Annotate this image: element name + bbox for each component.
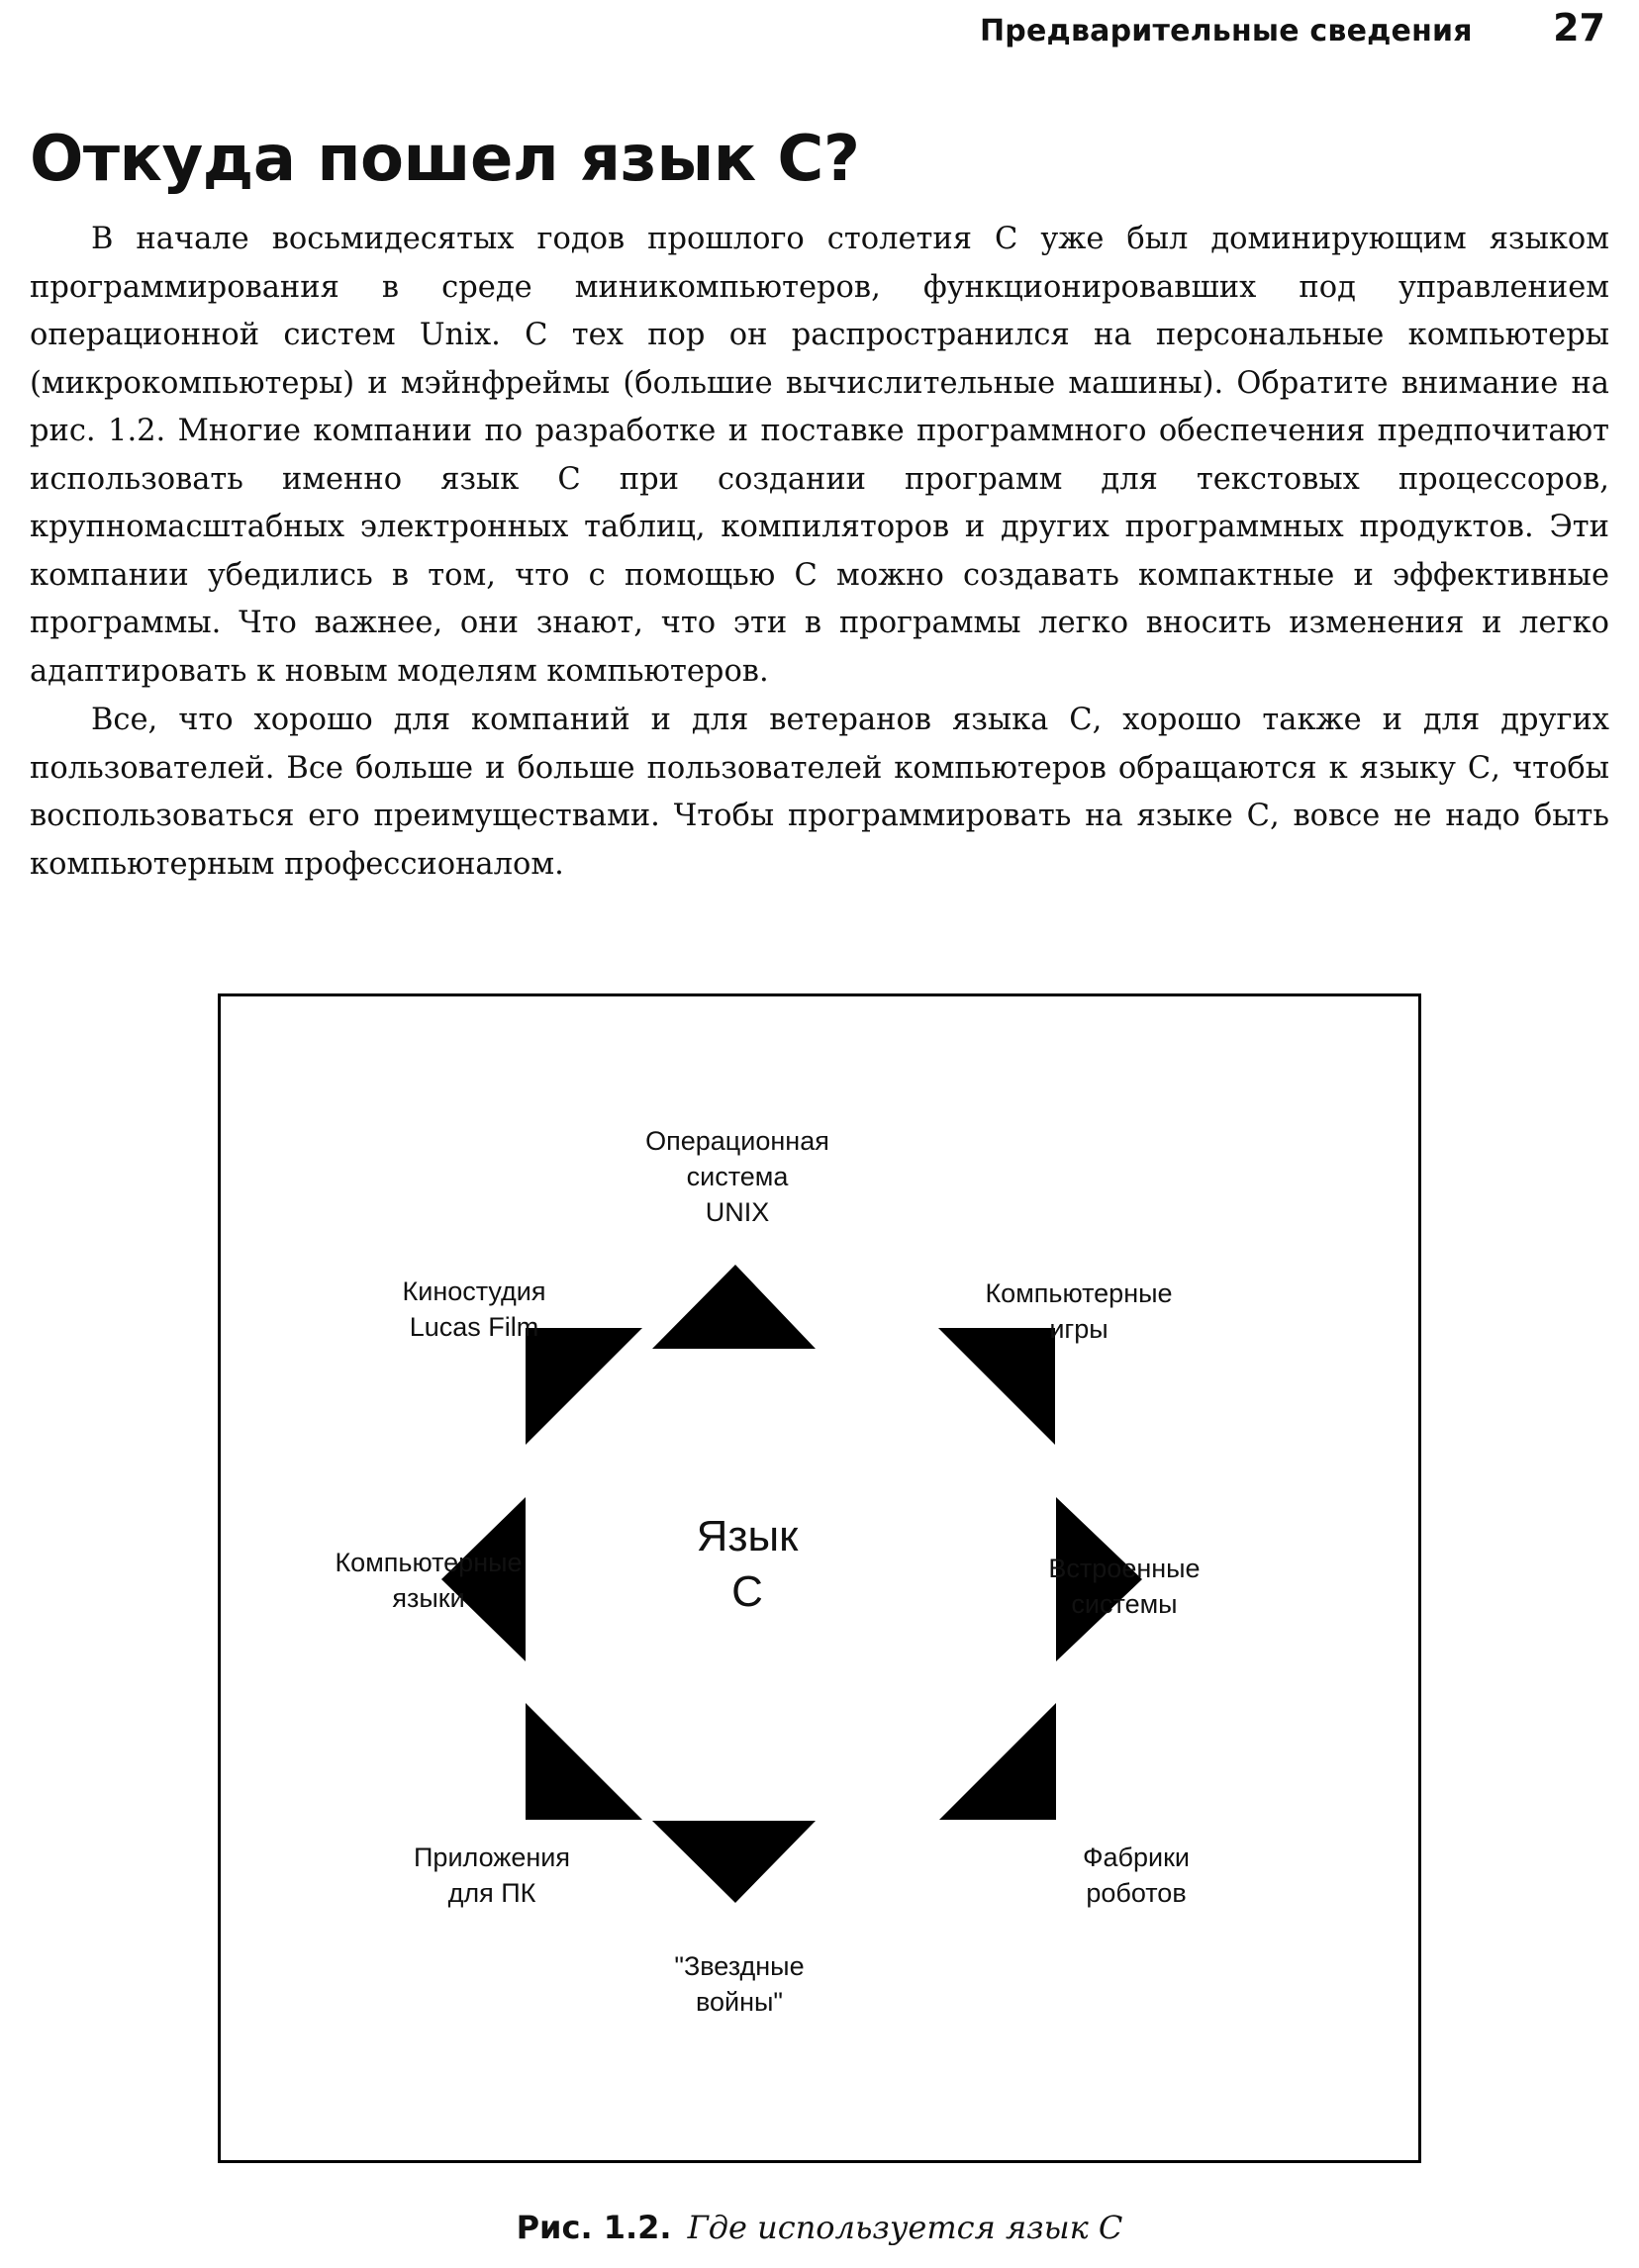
paragraph: Все, что хорошо для компаний и для ветеранов языка С, хорошо также и для других пользователей. Все больше и больше пользователей компьютеров обращаются к языку С, чтобы воспользоваться его преимуществами. Чтобы программировать на языке С, вовсе не надо быть компьютерным профессионалом. bbox=[30, 703, 1609, 882]
label-bottom-left: Приложения для ПК bbox=[414, 1843, 570, 1908]
body-text bbox=[30, 216, 1609, 890]
figure-diagram bbox=[218, 993, 1421, 2163]
page-number: 27 bbox=[1553, 6, 1605, 49]
label-bottom: "Звездные войны" bbox=[674, 1951, 805, 2017]
label-top: Операционная система UNIX bbox=[645, 1126, 829, 1227]
paragraph: В начале восьмидесятых годов прошлого столетия С уже был доминирующим языком программирования в среде миникомпьютеров, функционировавших под управлением операционной систем Unix. С тех пор он распространился на персональные компьютеры (микрокомпьютеры) и мэйнфреймы (большие вычислительные машины). Обратите внимание на рис. 1.2. Многие компании по разработке и поставке программного обеспечения предпочитают использовать именно язык С при создании программ для текстовых процессоров, крупномасштабных электронных таблиц, компиляторов и других программных продуктов. Эти компании убедились в том, что с помощью С можно создавать компактные и эффективные программы. Что важнее, они знают, что эти в программы легко вносить изменения и легко адаптировать к новым моделям компьютеров. bbox=[30, 222, 1609, 689]
center-label: Язык С bbox=[696, 1512, 799, 1616]
arrow-top bbox=[652, 1265, 816, 1349]
caption-label: Рис. 1.2. bbox=[516, 2209, 672, 2246]
arrow-bottom bbox=[652, 1821, 816, 1903]
arrow-bottom-right bbox=[939, 1703, 1056, 1820]
label-left: Компьютерные языки bbox=[335, 1548, 523, 1613]
arrow-bottom-left bbox=[526, 1703, 642, 1820]
running-head-section: Предварительные сведения bbox=[980, 14, 1473, 48]
label-top-left: Киностудия Lucas Film bbox=[402, 1276, 546, 1342]
label-right: Встроенные системы bbox=[1048, 1554, 1201, 1619]
label-bottom-right: Фабрики роботов bbox=[1083, 1843, 1190, 1908]
figure-caption bbox=[0, 2209, 1639, 2246]
caption-text: Где используется язык С bbox=[687, 2209, 1123, 2246]
label-top-right: Компьютерные игры bbox=[985, 1278, 1173, 1344]
running-head bbox=[980, 6, 1605, 65]
section-heading: Откуда пошел язык С? bbox=[30, 123, 860, 196]
arrow-top-left bbox=[526, 1328, 642, 1445]
